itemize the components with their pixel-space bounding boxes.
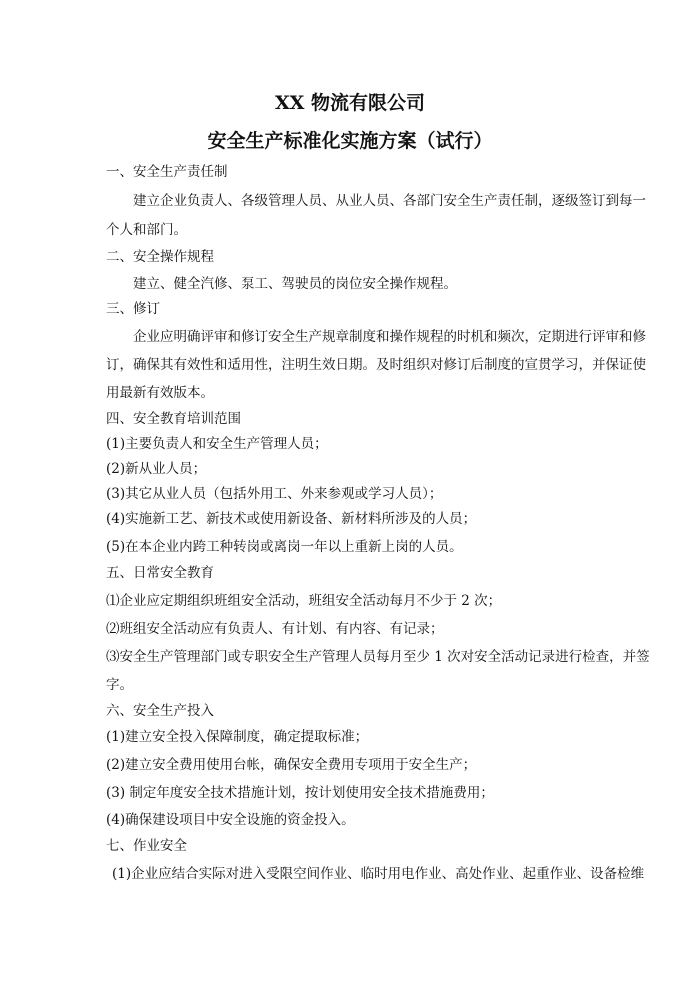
section-heading-5: 五、日常安全教育 — [106, 565, 214, 581]
section-heading-1: 一、安全生产责任制 — [106, 164, 228, 180]
company-title: XX 物流有限公司 — [274, 92, 426, 114]
list-item: (5)在本企业内跨工种转岗或离岗一年以上重新上岗的人员。 — [106, 539, 463, 555]
section-2-paragraph: 建立、健全汽修、泵工、驾驶员的岗位安全操作规程。 — [133, 276, 457, 292]
list-item: ⑶安全生产管理部门或专职安全生产管理人员每月至少 1 次对安全活动记录进行检查，并签 — [106, 649, 650, 665]
section-heading-7: 七、作业安全 — [106, 838, 187, 854]
section-3-paragraph-cont-1: 订，确保其有效性和适用性，注明生效日期。及时组织对修订后制度的宣贯学习，并保证使 — [106, 357, 646, 373]
list-item: (3)其它从业人员（包括外用工、外来参观或学习人员）； — [106, 486, 443, 502]
section-3-paragraph-cont-2: 用最新有效版本。 — [106, 385, 214, 401]
list-item: (4)实施新工艺、新技术或使用新设备、新材料所涉及的人员； — [106, 511, 477, 527]
list-item: (3) 制定年度安全技术措施计划，按计划使用安全技术措施费用； — [106, 785, 494, 801]
section-3-paragraph: 企业应明确评审和修订安全生产规章制度和操作规程的时机和频次，定期进行评审和修 — [133, 329, 646, 345]
list-item: (1)主要负责人和安全生产管理人员； — [106, 436, 328, 452]
document-subtitle: 安全生产标准化实施方案（试行） — [207, 130, 493, 152]
list-item: (4)确保建设项目中安全设施的资金投入。 — [106, 812, 355, 828]
list-item: ⑴企业应定期组织班组安全活动，班组安全活动每月不少于 2 次； — [106, 593, 502, 609]
section-heading-3: 三、修订 — [106, 301, 160, 317]
section-heading-6: 六、安全生产投入 — [106, 703, 214, 719]
section-1-paragraph: 建立企业负责人、各级管理人员、从业人员、各部门安全生产责任制，逐级签订到每一 — [133, 193, 646, 209]
section-heading-4: 四、安全教育培训范围 — [106, 411, 241, 427]
section-heading-2: 二、安全操作规程 — [106, 249, 214, 265]
list-item: ⑵班组安全活动应有负责人、有计划、有内容、有记录； — [106, 621, 444, 637]
list-item: (2)建立安全费用使用台帐，确保安全费用专项用于安全生产； — [106, 757, 477, 773]
section-1-paragraph-cont: 个人和部门。 — [106, 222, 187, 238]
list-item-cont: 字。 — [106, 677, 133, 693]
list-item: (1)企业应结合实际对进入受限空间作业、临时用电作业、高处作业、起重作业、设备检维 — [112, 866, 645, 882]
list-item: (2)新从业人员； — [106, 461, 207, 477]
list-item: (1)建立安全投入保障制度，确定提取标准； — [106, 729, 369, 745]
